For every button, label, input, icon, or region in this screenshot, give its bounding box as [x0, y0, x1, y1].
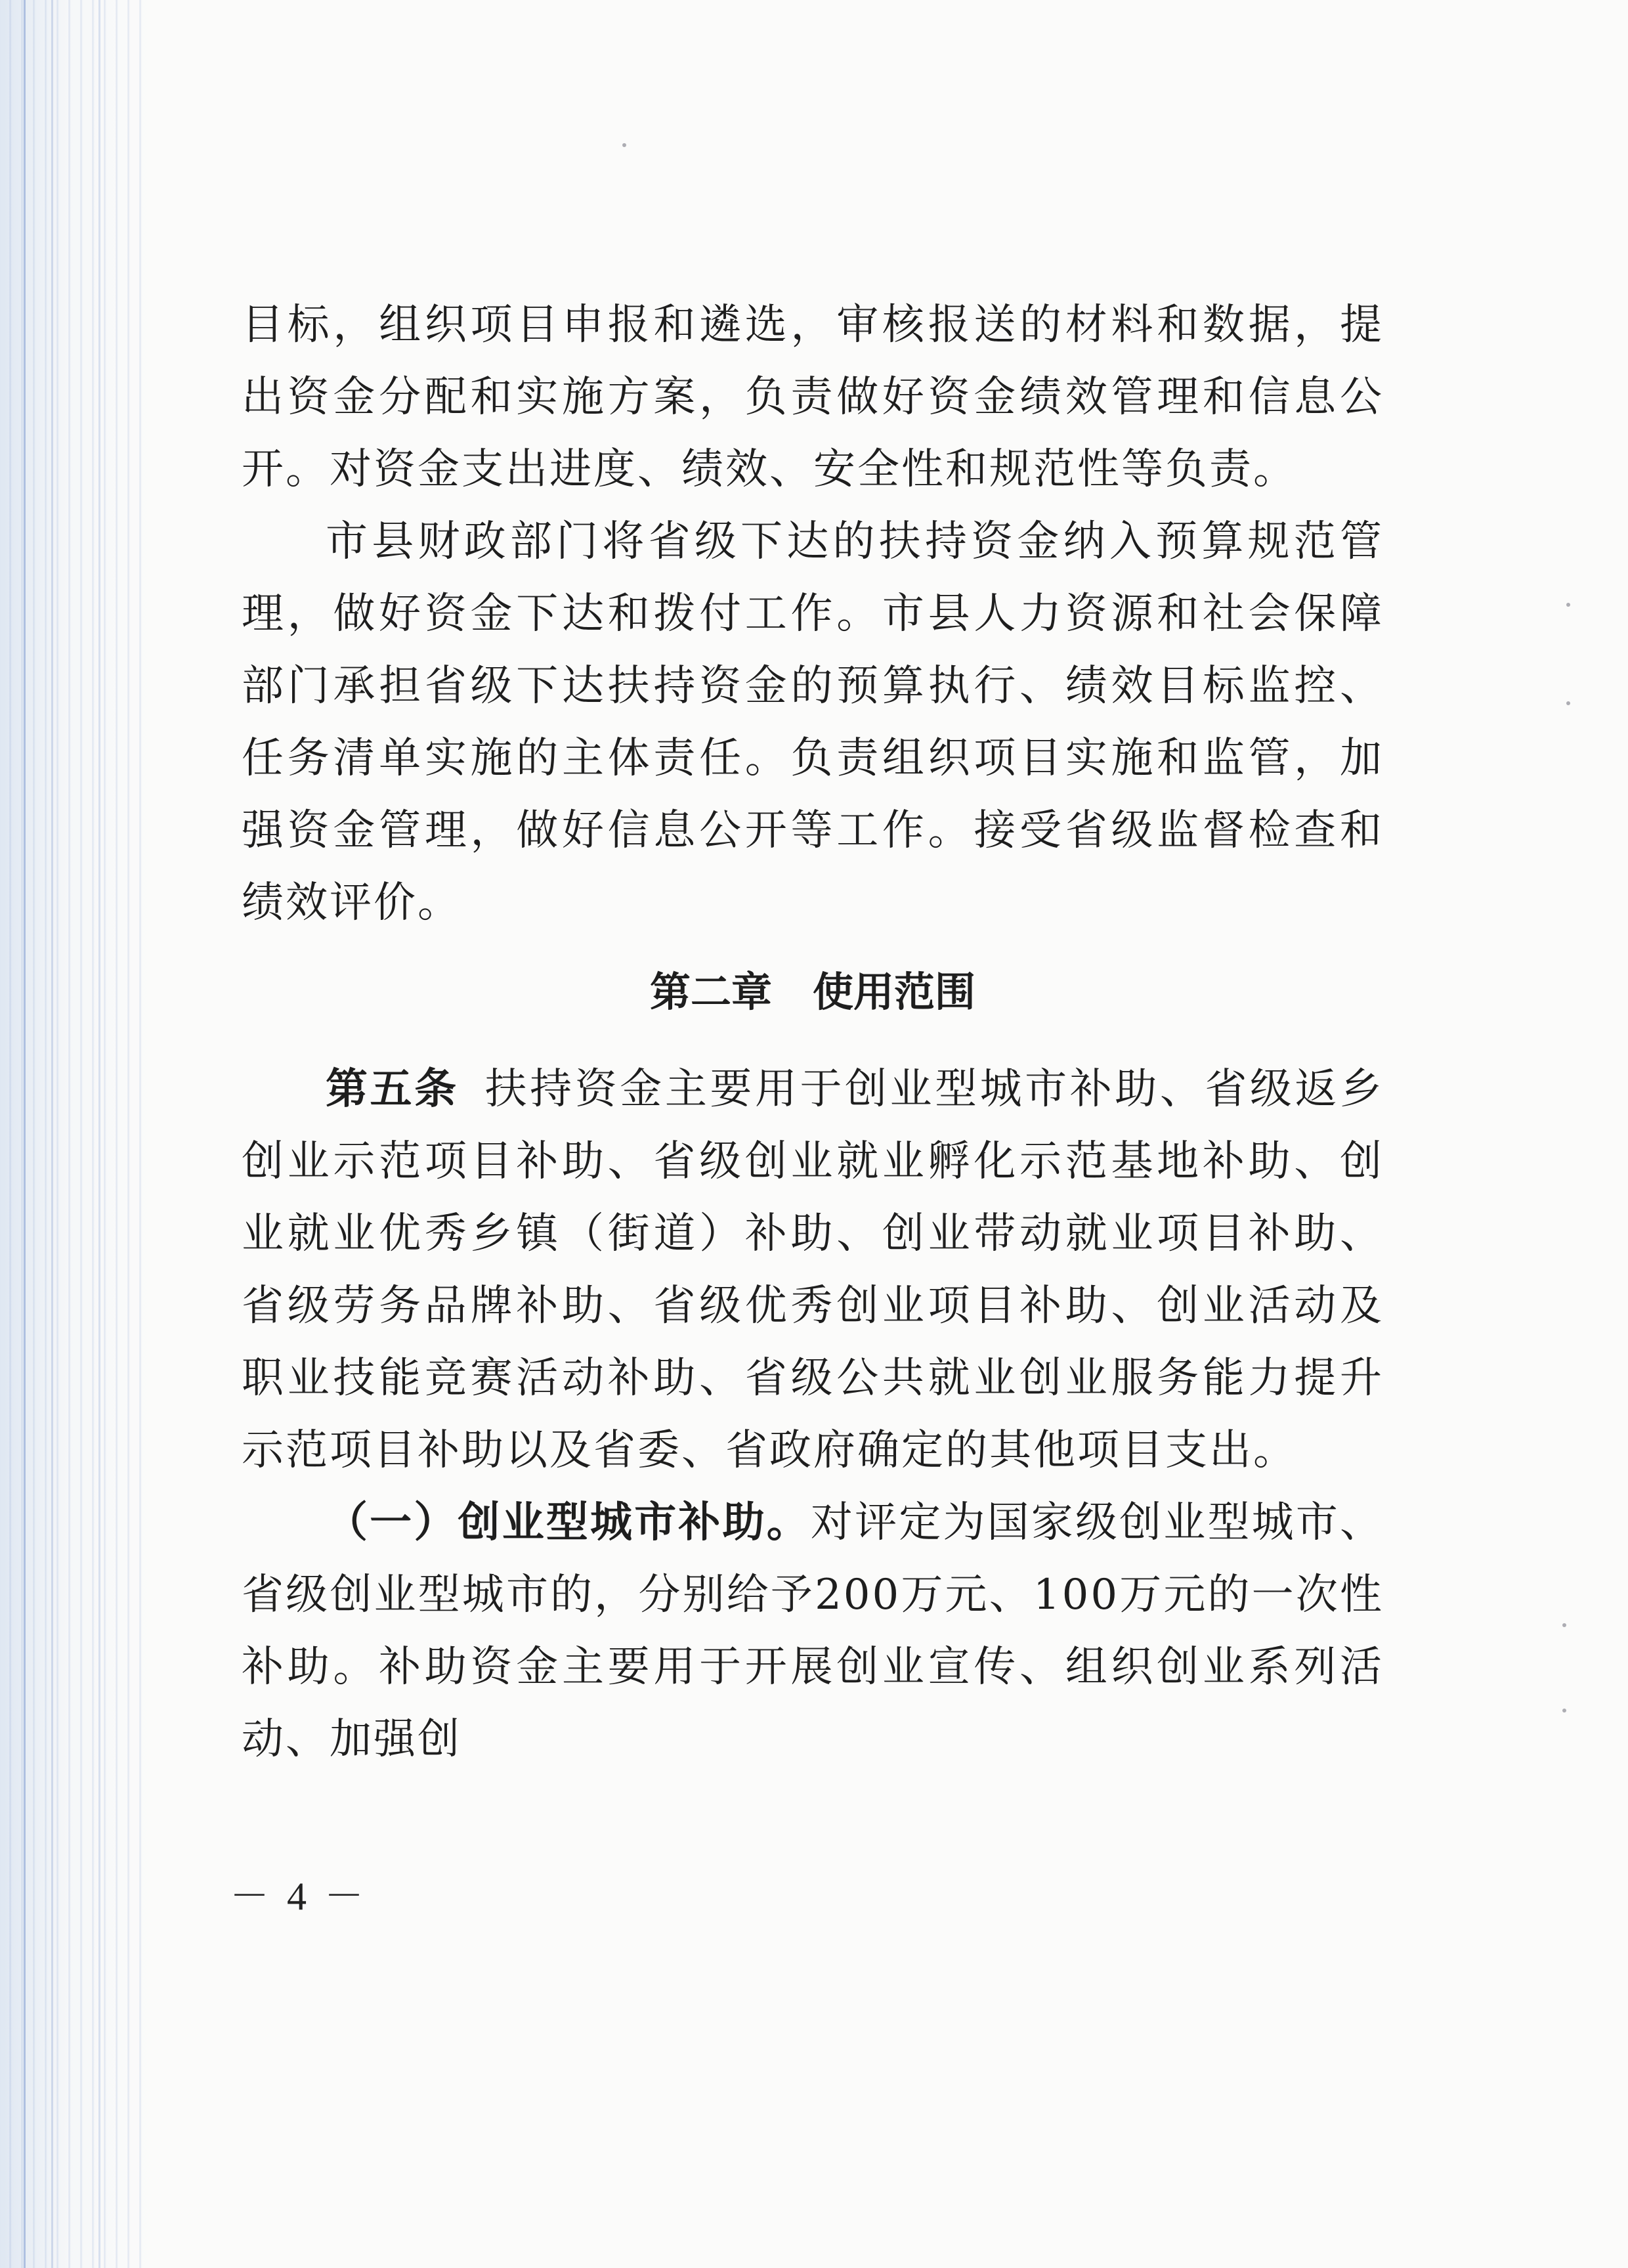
article-label: 第五条 [326, 1065, 459, 1114]
scan-speck [622, 143, 626, 147]
scan-edge-line [98, 0, 100, 2268]
scan-speck [1566, 603, 1570, 607]
article-text: 扶持资金主要用于创业型城市补助、省级返乡创业示范项目补助、省级创业就业孵化示范基地补助、创业就业优秀乡镇（街道）补助、创业带动就业项目补助、省级劳务品牌补助、省级优秀创业项目补助、创业活动及职业技能竞赛活动补助、省级公共就业创业服务能力提升示范项目补助以及省委、省政府确定的其他项目支出。 [242, 1065, 1384, 1475]
page-number: － 4 － [230, 1875, 368, 1918]
paragraph-finance-departments: 市县财政部门将省级下达的扶持资金纳入预算规范管理，做好资金下达和拨付工作。市县人力资源和社会保障部门承担省级下达扶持资金的预算执行、绩效目标监控、任务清单实施的主体责任。负责组织项目实施和监管，加强资金管理，做好信息公开等工作。接受省级监督检查和绩效评价。 [242, 517, 1384, 927]
article-five [242, 1053, 1384, 1487]
item-label: （一）创业型城市补助。 [326, 1498, 811, 1547]
document-page [242, 289, 1384, 1776]
scan-edge-line [24, 0, 26, 2268]
scan-binding-edge [0, 0, 151, 2268]
paragraph-continued: 目标，组织项目申报和遴选，审核报送的材料和数据，提出资金分配和实施方案，负责做好资金绩效管理和信息公开。对资金支出进度、绩效、安全性和规范性等负责。 [242, 301, 1384, 494]
scan-speck [1562, 1709, 1566, 1712]
chapter-title: 第二章 使用范围 [649, 968, 975, 1016]
scan-edge-line [51, 0, 53, 2268]
scan-speck [1562, 1623, 1566, 1627]
item-one [242, 1487, 1384, 1776]
scan-speck [1566, 701, 1570, 705]
item-text: 对评定为国家级创业型城市、省级创业型城市的，分别给予200万元、100万元的一次性补助。补助资金主要用于开展创业宣传、组织创业系列活动、加强创 [242, 1498, 1384, 1764]
